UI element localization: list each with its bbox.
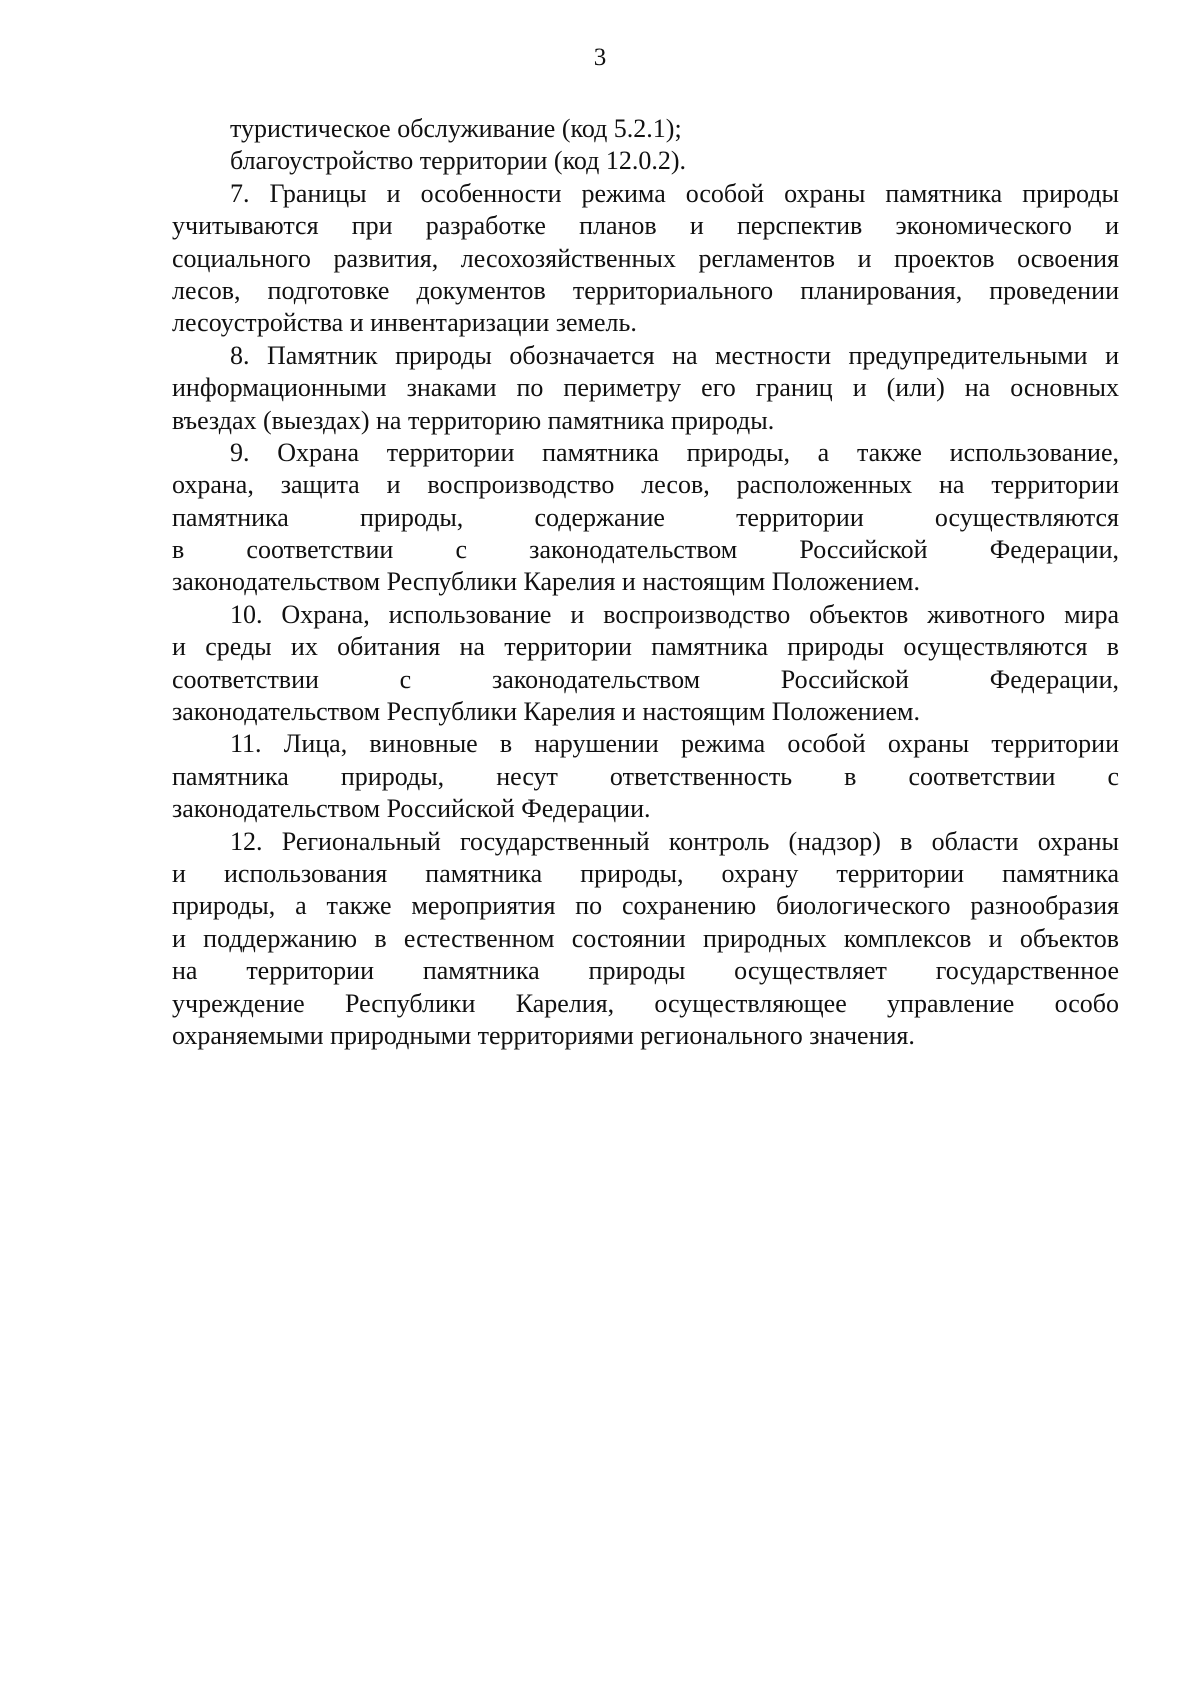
paragraph-line: 12. Региональный государственный контроль (надзор) в области охраны	[230, 826, 1119, 856]
paragraph-line: охраняемыми природными территориями регионального значения.	[172, 1020, 915, 1050]
paragraph-12	[172, 826, 1119, 1053]
paragraph-line: законодательством Российской Федерации.	[172, 794, 651, 824]
paragraph-line: памятника природы, содержание территории осуществляются	[172, 502, 1119, 532]
paragraph-line: природы, а также мероприятия по сохранению биологического разнообразия	[172, 891, 1119, 921]
paragraph-10	[172, 599, 1119, 729]
paragraph-8	[172, 340, 1119, 437]
paragraph-line: на территории памятника природы осуществляет государственное	[172, 956, 1119, 986]
paragraph-line: въездах (выездах) на территорию памятника природы.	[172, 405, 775, 435]
paragraph-line: законодательством Республики Карелия и настоящим Положением.	[172, 697, 920, 727]
page-number: 3	[593, 44, 607, 71]
paragraph-9	[172, 437, 1119, 599]
paragraph-line: 9. Охрана территории памятника природы, а также использование,	[230, 437, 1119, 467]
paragraph-line: 7. Границы и особенности режима особой охраны памятника природы	[230, 178, 1119, 208]
paragraph-landscaping	[172, 145, 1119, 177]
paragraph-line: 11. Лица, виновные в нарушении режима особой охраны территории	[230, 729, 1119, 759]
paragraph-line: благоустройство территории (код 12.0.2).	[230, 146, 687, 176]
paragraph-line: учитываются при разработке планов и перспектив экономического и	[172, 211, 1119, 241]
paragraph-tourism	[172, 113, 1119, 145]
paragraph-line: законодательством Республики Карелия и настоящим Положением.	[172, 567, 920, 597]
paragraph-line: социального развития, лесохозяйственных регламентов и проектов освоения	[172, 243, 1119, 273]
paragraph-line: туристическое обслуживание (код 5.2.1);	[230, 114, 682, 143]
paragraph-line: и среды их обитания на территории памятника природы осуществляются в	[172, 632, 1119, 662]
paragraph-line: 8. Памятник природы обозначается на местности предупредительными и	[230, 340, 1119, 370]
document-body	[172, 113, 1119, 1052]
paragraph-line: информационными знаками по периметру его границ и (или) на основных	[172, 373, 1119, 403]
paragraph-line: соответствии с законодательством Российской Федерации,	[172, 664, 1119, 694]
paragraph-line: и поддержанию в естественном состоянии природных комплексов и объектов	[172, 923, 1119, 953]
paragraph-line: памятника природы, несут ответственность в соответствии с	[172, 761, 1119, 791]
paragraph-7	[172, 178, 1119, 340]
paragraph-line: охрана, защита и воспроизводство лесов, расположенных на территории	[172, 470, 1119, 500]
paragraph-line: в соответствии с законодательством Российской Федерации,	[172, 535, 1119, 565]
paragraph-line: учреждение Республики Карелия, осуществляющее управление особо	[172, 988, 1119, 1018]
paragraph-line: лесов, подготовке документов территориального планирования, проведении	[172, 275, 1119, 305]
paragraph-line: и использования памятника природы, охрану территории памятника	[172, 858, 1119, 888]
paragraph-line: лесоустройства и инвентаризации земель.	[172, 308, 637, 338]
paragraph-11	[172, 728, 1119, 825]
paragraph-line: 10. Охрана, использование и воспроизводство объектов животного мира	[230, 599, 1119, 629]
